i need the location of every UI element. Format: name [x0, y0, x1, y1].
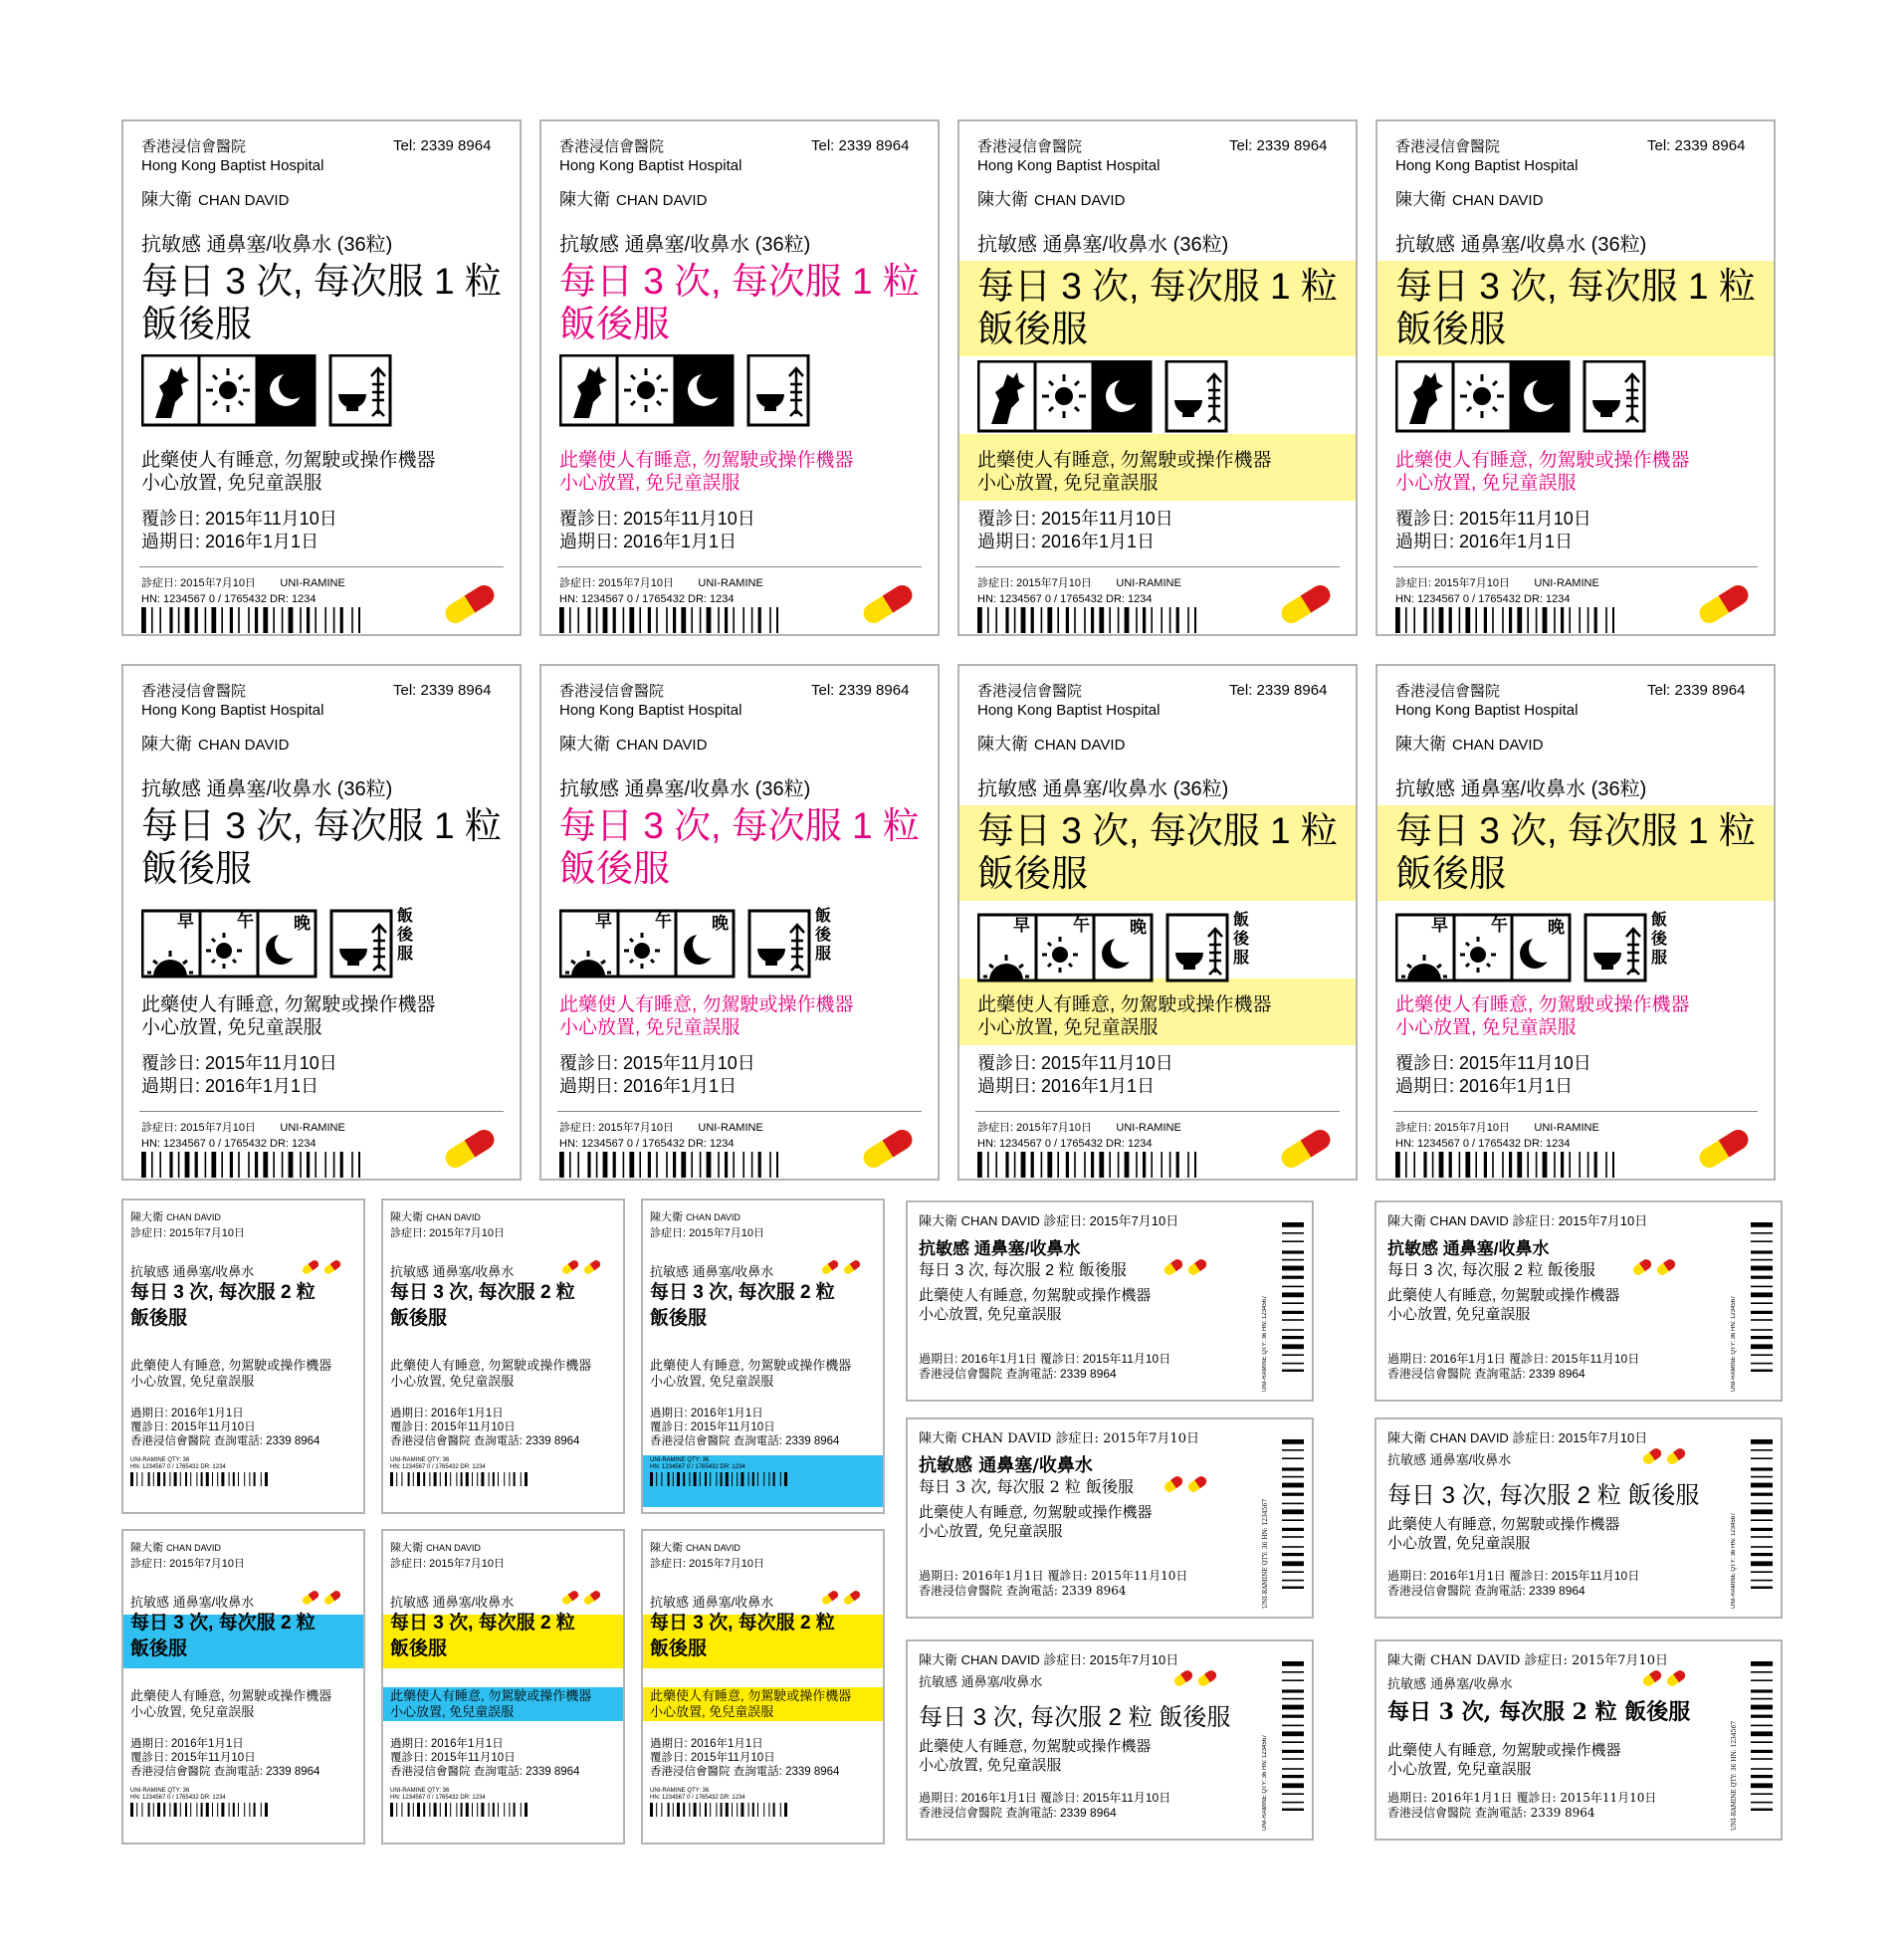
warning-text: 此藥使人有睡意, 勿駕駛或操作機器 小心放置, 免兒童誤服 — [559, 450, 854, 494]
drug-name: 抗敏感 通鼻塞/收鼻水 — [1387, 1239, 1550, 1258]
capsule-icon — [1640, 1447, 1690, 1465]
dates: 過期日: 2016年1月1日 覆診日: 2015年11月10日 香港浸信會醫院 查詢電話: 2339 8964 — [1387, 1791, 1657, 1820]
hospital-tel: Tel: 2339 8964 — [1647, 682, 1746, 699]
dates: 覆診日: 2015年11月10日 過期日: 2016年1月1日 — [559, 509, 755, 551]
pharmacy-label-small — [121, 1529, 365, 1845]
pharmacy-label-landscape — [1374, 1639, 1783, 1841]
dosage-instruction: 每日 3 次, 每次服 2 粒 飯後服 — [1387, 1699, 1691, 1725]
rx-info: 診症日: 2015年7月10日 UNI-RAMINE HN: 1234567 0 / 1765432 DR: 1234 — [1395, 577, 1599, 605]
rx-info: UNI-RAMINE QTY: 36 HN: 1234567 0 / 1765432 DR: 1234 — [130, 1788, 226, 1801]
rx-info: UNI-RAMINE QTY: 36 HN: 1234567 0 / 1765432 DR: 1234 — [650, 1457, 745, 1470]
hospital-tel: Tel: 2339 8964 — [1647, 137, 1746, 154]
rx-info: 診症日: 2015年7月10日 UNI-RAMINE HN: 1234567 0 / 1765432 DR: 1234 — [977, 577, 1181, 605]
capsule-icon — [1171, 1669, 1221, 1687]
rx-info: 診症日: 2015年7月10日 UNI-RAMINE HN: 1234567 0 / 1765432 DR: 1234 — [559, 577, 763, 605]
patient-name: 陳大衛 CHAN DAVID — [650, 1211, 740, 1223]
drug-name: 抗敏感 通鼻塞/收鼻水 (36粒) — [977, 234, 1229, 256]
warning-text: 此藥使人有睡意, 勿駕駛或操作機器 小心放置, 免兒童誤服 — [1395, 450, 1690, 494]
warning-text: 此藥使人有睡意, 勿駕駛或操作機器 小心放置, 免兒童誤服 — [141, 450, 436, 494]
rx-info: UNI-RAMINE QTY: 36 HN: 1234567 0 / 1765432 DR: 1234 — [390, 1788, 486, 1801]
hospital-name: 香港浸信會醫院 Hong Kong Baptist Hospital — [559, 138, 742, 174]
drug-name: 抗敏感 通鼻塞/收鼻水 (36粒) — [141, 778, 393, 800]
side-info: UNI-RAMINE QTY: 36 HN: 1234567 — [1262, 1498, 1269, 1609]
rx-info: UNI-RAMINE QTY: 36 HN: 1234567 0 / 1765432 DR: 1234 — [130, 1457, 226, 1470]
barcode-icon — [1751, 1661, 1773, 1811]
capsule-icon — [820, 1258, 864, 1276]
barcode-icon — [1395, 607, 1614, 633]
pharmacy-label-landscape — [906, 1200, 1314, 1402]
drug-name: 抗敏感 通鼻塞/收鼻水 (36粒) — [1395, 778, 1647, 800]
pharmacy-label — [539, 664, 940, 1181]
barcode-icon — [1282, 1661, 1304, 1811]
capsule-icon — [1693, 1129, 1755, 1169]
barcode-icon — [977, 607, 1196, 633]
svg-text:飯後服: 飯後服 — [1651, 910, 1668, 967]
svg-text:午: 午 — [1073, 916, 1090, 936]
capsule-icon — [1640, 1669, 1690, 1687]
dates: 覆診日: 2015年11月10日 過期日: 2016年1月1日 — [1395, 509, 1591, 551]
capsule-icon — [439, 584, 501, 624]
barcode-icon — [559, 607, 778, 633]
divider — [975, 1111, 1340, 1112]
svg-text:早: 早 — [1431, 916, 1448, 936]
patient-name: 陳大衛 CHAN DAVID — [130, 1542, 221, 1554]
capsule-icon — [857, 584, 919, 624]
dosage-instruction: 每日 3 次, 每次服 2 粒 飯後服 — [650, 1282, 835, 1329]
drug-name: 抗敏感 通鼻塞/收鼻水 — [650, 1264, 774, 1279]
drug-name: 抗敏感 通鼻塞/收鼻水 (36粒) — [1395, 234, 1647, 256]
dates: 覆診日: 2015年11月10日 過期日: 2016年1月1日 — [559, 1053, 755, 1096]
dates: 覆診日: 2015年11月10日 過期日: 2016年1月1日 — [977, 509, 1173, 551]
dosage-instruction: 每日 3 次, 每次服 2 粒 飯後服 — [919, 1262, 1127, 1279]
dosage-instruction: 每日 3 次, 每次服 2 粒 飯後服 — [1387, 1262, 1595, 1279]
rx-info: 診症日: 2015年7月10日 UNI-RAMINE HN: 1234567 0 / 1765432 DR: 1234 — [141, 577, 345, 605]
side-info: UNI-RAMINE QTY: 36 HN: 1234567 — [1731, 1512, 1737, 1609]
warning-text: 此藥使人有睡意, 勿駕駛或操作機器 小心放置, 免兒童誤服 — [559, 994, 854, 1038]
patient-name: 陳大衛 CHAN DAVID — [650, 1542, 740, 1554]
dosage-icons — [977, 360, 1236, 440]
dosage-instruction: 每日 3 次, 每次服 1 粒 飯後服 — [1395, 266, 1756, 349]
rx-info: UNI-RAMINE QTY: 36 HN: 1234567 0 / 1765432 DR: 1234 — [390, 1457, 486, 1470]
side-info: UNI-RAMINE QTY: 36 HN: 1234567 — [1262, 1734, 1268, 1831]
rx-date: 診症日: 2015年7月10日 — [650, 1227, 764, 1239]
dosage-icons — [141, 905, 450, 984]
dosage-icons — [1395, 360, 1654, 440]
patient-name: 陳大衛 CHAN DAVID — [390, 1542, 481, 1554]
divider — [139, 566, 504, 567]
divider — [557, 1111, 922, 1112]
svg-text:午: 午 — [655, 912, 672, 932]
side-info: UNI-RAMINE QTY: 36 HN: 1234567 — [1262, 1295, 1268, 1392]
label-header: 陳大衛 CHAN DAVID 診症日: 2015年7月10日 — [1387, 1653, 1668, 1668]
dosage-instruction: 每日 3 次, 每次服 1 粒 飯後服 — [559, 805, 920, 889]
pharmacy-label — [121, 119, 522, 636]
pharmacy-label — [1375, 664, 1776, 1181]
svg-text:午: 午 — [1491, 916, 1508, 936]
pharmacy-label-landscape — [1374, 1200, 1783, 1402]
svg-text:晚: 晚 — [712, 914, 729, 934]
warning-text: 此藥使人有睡意, 勿駕駛或操作機器 小心放置, 免兒童誤服 — [130, 1688, 332, 1719]
dates: 過期日: 2016年1月1日 覆診日: 2015年11月10日 香港浸信會醫院 查詢電話: 2339 8964 — [390, 1738, 580, 1778]
dates: 覆診日: 2015年11月10日 過期日: 2016年1月1日 — [141, 1053, 337, 1096]
pharmacy-label-small — [381, 1529, 625, 1845]
barcode-icon — [1751, 1439, 1773, 1589]
hospital-tel: Tel: 2339 8964 — [811, 137, 910, 154]
dosage-instruction: 每日 3 次, 每次服 1 粒 飯後服 — [1395, 810, 1756, 894]
svg-text:晚: 晚 — [1130, 918, 1147, 938]
divider — [557, 566, 922, 567]
warning-text: 此藥使人有睡意, 勿駕駛或操作機器 小心放置, 免兒童誤服 — [130, 1358, 332, 1389]
dosage-instruction: 每日 3 次, 每次服 1 粒 飯後服 — [141, 261, 502, 344]
warning-text: 此藥使人有睡意, 勿駕駛或操作機器 小心放置, 免兒童誤服 — [919, 1287, 1152, 1323]
drug-name: 抗敏感 通鼻塞/收鼻水 (36粒) — [559, 234, 811, 256]
patient-name: 陳大衛 CHAN DAVID — [141, 190, 290, 209]
dates: 過期日: 2016年1月1日 覆診日: 2015年11月10日 香港浸信會醫院 查詢電話: 2339 8964 — [1387, 1352, 1640, 1381]
drug-name: 抗敏感 通鼻塞/收鼻水 — [1387, 1452, 1512, 1467]
drug-name: 抗敏感 通鼻塞/收鼻水 — [1387, 1677, 1513, 1692]
hospital-name: 香港浸信會醫院 Hong Kong Baptist Hospital — [1395, 138, 1579, 174]
rx-info: 診症日: 2015年7月10日 UNI-RAMINE HN: 1234567 0 / 1765432 DR: 1234 — [977, 1122, 1181, 1150]
capsule-icon — [1275, 584, 1337, 624]
hospital-tel: Tel: 2339 8964 — [1229, 682, 1328, 699]
side-info: UNI-RAMINE QTY: 36 HN: 1234567 — [1731, 1295, 1737, 1392]
svg-text:飯後服: 飯後服 — [1233, 910, 1250, 967]
warning-text: 此藥使人有睡意, 勿駕駛或操作機器 小心放置, 免兒童誤服 — [977, 994, 1272, 1038]
barcode-icon — [650, 1472, 789, 1486]
svg-text:晚: 晚 — [294, 914, 311, 934]
barcode-icon — [559, 1152, 778, 1178]
capsule-icon — [857, 1129, 919, 1169]
capsule-icon — [1630, 1258, 1680, 1276]
patient-name: 陳大衛 CHAN DAVID — [559, 190, 708, 209]
svg-text:飯後服: 飯後服 — [815, 906, 832, 963]
divider — [139, 1111, 504, 1112]
patient-name: 陳大衛 CHAN DAVID — [1395, 190, 1544, 209]
drug-name: 抗敏感 通鼻塞/收鼻水 — [919, 1455, 1093, 1476]
barcode-icon — [1282, 1222, 1304, 1372]
dosage-instruction: 每日 3 次, 每次服 2 粒 飯後服 — [919, 1477, 1134, 1496]
barcode-icon — [977, 1152, 1196, 1178]
pharmacy-label — [121, 664, 522, 1181]
svg-text:早: 早 — [1013, 916, 1030, 936]
hospital-name: 香港浸信會醫院 Hong Kong Baptist Hospital — [977, 138, 1161, 174]
label-header: 陳大衛 CHAN DAVID 診症日: 2015年7月10日 — [1387, 1430, 1648, 1445]
drug-name: 抗敏感 通鼻塞/收鼻水 — [919, 1674, 1043, 1689]
warning-text: 此藥使人有睡意, 勿駕駛或操作機器 小心放置, 免兒童誤服 — [1387, 1741, 1621, 1778]
dates: 過期日: 2016年1月1日 覆診日: 2015年11月10日 香港浸信會醫院 查詢電話: 2339 8964 — [919, 1791, 1171, 1820]
hospital-name: 香港浸信會醫院 Hong Kong Baptist Hospital — [977, 683, 1161, 719]
pharmacy-label — [957, 664, 1358, 1181]
pharmacy-label-landscape — [906, 1417, 1314, 1619]
dosage-instruction: 每日 3 次, 每次服 2 粒 飯後服 — [390, 1613, 575, 1659]
warning-text: 此藥使人有睡意, 勿駕駛或操作機器 小心放置, 免兒童誤服 — [141, 994, 436, 1038]
drug-name: 抗敏感 通鼻塞/收鼻水 (36粒) — [559, 778, 811, 800]
divider — [975, 566, 1340, 567]
rx-date: 診症日: 2015年7月10日 — [390, 1558, 505, 1570]
hospital-name: 香港浸信會醫院 Hong Kong Baptist Hospital — [1395, 683, 1579, 719]
dosage-icons — [1395, 909, 1704, 988]
dosage-instruction: 每日 3 次, 每次服 1 粒 飯後服 — [977, 266, 1338, 349]
patient-name: 陳大衛 CHAN DAVID — [1395, 735, 1544, 754]
svg-text:早: 早 — [595, 912, 612, 932]
label-header: 陳大衛 CHAN DAVID 診症日: 2015年7月10日 — [1387, 1213, 1648, 1228]
dates: 覆診日: 2015年11月10日 過期日: 2016年1月1日 — [977, 1053, 1173, 1096]
warning-text: 此藥使人有睡意, 勿駕駛或操作機器 小心放置, 免兒童誤服 — [650, 1688, 852, 1719]
rx-date: 診症日: 2015年7月10日 — [130, 1558, 245, 1570]
label-header: 陳大衛 CHAN DAVID 診症日: 2015年7月10日 — [919, 1213, 1179, 1228]
warning-text: 此藥使人有睡意, 勿駕駛或操作機器 小心放置, 免兒童誤服 — [650, 1358, 852, 1389]
drug-name: 抗敏感 通鼻塞/收鼻水 — [130, 1264, 255, 1279]
drug-name: 抗敏感 通鼻塞/收鼻水 — [650, 1595, 774, 1610]
hospital-tel: Tel: 2339 8964 — [811, 682, 910, 699]
pharmacy-label-small — [381, 1198, 625, 1514]
barcode-icon — [390, 1472, 529, 1486]
pharmacy-label-small — [641, 1529, 885, 1845]
pharmacy-label — [539, 119, 940, 636]
pharmacy-label-landscape — [906, 1639, 1314, 1841]
drug-name: 抗敏感 通鼻塞/收鼻水 — [390, 1595, 515, 1610]
capsule-icon — [1693, 584, 1755, 624]
capsule-icon — [301, 1258, 344, 1276]
capsule-icon — [1275, 1129, 1337, 1169]
capsule-icon — [820, 1589, 864, 1607]
capsule-icon — [560, 1258, 604, 1276]
rx-date: 診症日: 2015年7月10日 — [390, 1227, 505, 1239]
barcode-icon — [1751, 1222, 1773, 1372]
drug-name: 抗敏感 通鼻塞/收鼻水 — [130, 1595, 255, 1610]
dosage-instruction: 每日 3 次, 每次服 2 粒 飯後服 — [130, 1282, 316, 1329]
barcode-icon — [650, 1803, 789, 1817]
dates: 過期日: 2016年1月1日 覆診日: 2015年11月10日 香港浸信會醫院 查詢電話: 2339 8964 — [919, 1569, 1188, 1598]
divider — [1393, 1111, 1758, 1112]
barcode-icon — [390, 1803, 529, 1817]
label-header: 陳大衛 CHAN DAVID 診症日: 2015年7月10日 — [919, 1652, 1179, 1667]
dosage-instruction: 每日 3 次, 每次服 1 粒 飯後服 — [559, 261, 920, 344]
patient-name: 陳大衛 CHAN DAVID — [130, 1211, 221, 1223]
rx-info: 診症日: 2015年7月10日 UNI-RAMINE HN: 1234567 0 / 1765432 DR: 1234 — [141, 1122, 345, 1150]
patient-name: 陳大衛 CHAN DAVID — [977, 735, 1126, 754]
dosage-instruction: 每日 3 次, 每次服 1 粒 飯後服 — [141, 805, 502, 889]
dates: 過期日: 2016年1月1日 覆診日: 2015年11月10日 香港浸信會醫院 查詢電話: 2339 8964 — [130, 1408, 320, 1447]
dates: 覆診日: 2015年11月10日 過期日: 2016年1月1日 — [141, 509, 337, 551]
dates: 過期日: 2016年1月1日 覆診日: 2015年11月10日 香港浸信會醫院 查詢電話: 2339 8964 — [130, 1738, 320, 1778]
hospital-name: 香港浸信會醫院 Hong Kong Baptist Hospital — [141, 683, 324, 719]
warning-text: 此藥使人有睡意, 勿駕駛或操作機器 小心放置, 免兒童誤服 — [1395, 994, 1690, 1038]
warning-text: 此藥使人有睡意, 勿駕駛或操作機器 小心放置, 免兒童誤服 — [919, 1738, 1152, 1774]
patient-name: 陳大衛 CHAN DAVID — [977, 190, 1126, 209]
hospital-tel: Tel: 2339 8964 — [1229, 137, 1328, 154]
warning-text: 此藥使人有睡意, 勿駕駛或操作機器 小心放置, 免兒童誤服 — [1387, 1287, 1620, 1323]
drug-name: 抗敏感 通鼻塞/收鼻水 — [919, 1239, 1081, 1258]
warning-text: 此藥使人有睡意, 勿駕駛或操作機器 小心放置, 免兒童誤服 — [977, 450, 1272, 494]
hospital-tel: Tel: 2339 8964 — [393, 137, 492, 154]
warning-text: 此藥使人有睡意, 勿駕駛或操作機器 小心放置, 免兒童誤服 — [1387, 1516, 1620, 1552]
label-header: 陳大衛 CHAN DAVID 診症日: 2015年7月10日 — [919, 1431, 1199, 1446]
barcode-icon — [141, 607, 360, 633]
barcode-icon — [1395, 1152, 1614, 1178]
dosage-instruction: 每日 3 次, 每次服 1 粒 飯後服 — [977, 810, 1338, 894]
dosage-instruction: 每日 3 次, 每次服 2 粒 飯後服 — [130, 1613, 316, 1659]
drug-name: 抗敏感 通鼻塞/收鼻水 — [390, 1264, 515, 1279]
barcode-icon — [141, 1152, 360, 1178]
patient-name: 陳大衛 CHAN DAVID — [141, 735, 290, 754]
dosage-instruction: 每日 3 次, 每次服 2 粒 飯後服 — [650, 1613, 835, 1659]
side-info: UNI-RAMINE QTY: 36 HN: 1234567 — [1731, 1720, 1738, 1831]
dosage-icons — [559, 905, 868, 984]
svg-text:飯後服: 飯後服 — [397, 906, 414, 963]
dosage-instruction: 每日 3 次, 每次服 2 粒 飯後服 — [1387, 1482, 1700, 1509]
warning-text: 此藥使人有睡意, 勿駕駛或操作機器 小心放置, 免兒童誤服 — [390, 1688, 592, 1719]
hospital-name: 香港浸信會醫院 Hong Kong Baptist Hospital — [141, 138, 324, 174]
dates: 覆診日: 2015年11月10日 過期日: 2016年1月1日 — [1395, 1053, 1591, 1096]
pharmacy-label-small — [641, 1198, 885, 1514]
rx-date: 診症日: 2015年7月10日 — [130, 1227, 245, 1239]
barcode-icon — [1282, 1439, 1304, 1589]
dates: 過期日: 2016年1月1日 覆診日: 2015年11月10日 香港浸信會醫院 查詢電話: 2339 8964 — [1387, 1569, 1640, 1598]
drug-name: 抗敏感 通鼻塞/收鼻水 (36粒) — [141, 234, 393, 256]
pharmacy-label — [1375, 119, 1776, 636]
barcode-icon — [130, 1803, 270, 1817]
drug-name: 抗敏感 通鼻塞/收鼻水 (36粒) — [977, 778, 1229, 800]
svg-text:晚: 晚 — [1548, 918, 1565, 938]
patient-name: 陳大衛 CHAN DAVID — [390, 1211, 481, 1223]
warning-text: 此藥使人有睡意, 勿駕駛或操作機器 小心放置, 免兒童誤服 — [919, 1503, 1153, 1540]
dosage-icons — [977, 909, 1286, 988]
rx-info: 診症日: 2015年7月10日 UNI-RAMINE HN: 1234567 0 / 1765432 DR: 1234 — [1395, 1122, 1599, 1150]
dates: 過期日: 2016年1月1日 覆診日: 2015年11月10日 香港浸信會醫院 查詢電話: 2339 8964 — [919, 1352, 1171, 1381]
divider — [1393, 566, 1758, 567]
dosage-icons — [141, 354, 400, 434]
dosage-icons — [559, 354, 818, 434]
dates: 過期日: 2016年1月1日 覆診日: 2015年11月10日 香港浸信會醫院 查詢電話: 2339 8964 — [650, 1738, 840, 1778]
pharmacy-label-small — [121, 1198, 365, 1514]
dosage-instruction: 每日 3 次, 每次服 2 粒 飯後服 — [390, 1282, 575, 1329]
dates: 過期日: 2016年1月1日 覆診日: 2015年11月10日 香港浸信會醫院 查詢電話: 2339 8964 — [390, 1408, 580, 1447]
hospital-name: 香港浸信會醫院 Hong Kong Baptist Hospital — [559, 683, 742, 719]
svg-text:午: 午 — [237, 912, 254, 932]
rx-info: UNI-RAMINE QTY: 36 HN: 1234567 0 / 1765432 DR: 1234 — [650, 1788, 745, 1801]
rx-date: 診症日: 2015年7月10日 — [650, 1558, 764, 1570]
capsule-icon — [301, 1589, 344, 1607]
warning-text: 此藥使人有睡意, 勿駕駛或操作機器 小心放置, 免兒童誤服 — [390, 1358, 592, 1389]
dates: 過期日: 2016年1月1日 覆診日: 2015年11月10日 香港浸信會醫院 查詢電話: 2339 8964 — [650, 1408, 840, 1447]
pharmacy-label — [957, 119, 1358, 636]
dosage-instruction: 每日 3 次, 每次服 2 粒 飯後服 — [919, 1704, 1231, 1731]
barcode-icon — [130, 1472, 270, 1486]
pharmacy-label-landscape — [1374, 1417, 1783, 1619]
capsule-icon — [1162, 1258, 1211, 1276]
hospital-tel: Tel: 2339 8964 — [393, 682, 492, 699]
patient-name: 陳大衛 CHAN DAVID — [559, 735, 708, 754]
capsule-icon — [560, 1589, 604, 1607]
capsule-icon — [439, 1129, 501, 1169]
rx-info: 診症日: 2015年7月10日 UNI-RAMINE HN: 1234567 0 / 1765432 DR: 1234 — [559, 1122, 763, 1150]
capsule-icon — [1162, 1475, 1211, 1493]
svg-text:早: 早 — [177, 912, 194, 932]
